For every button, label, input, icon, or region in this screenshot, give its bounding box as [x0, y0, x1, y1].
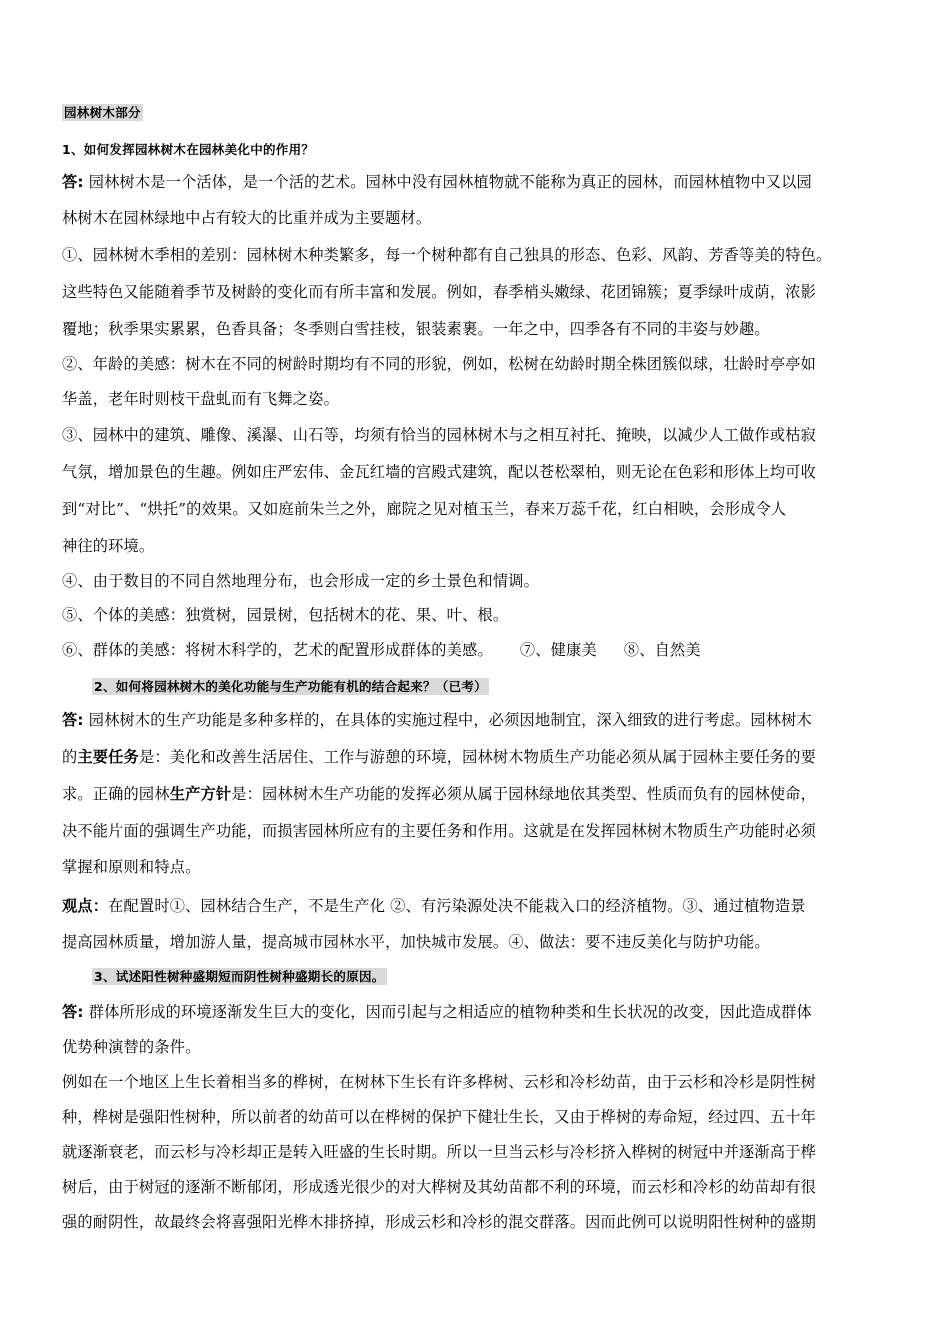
q1-line: 这些特色又能随着季节及树龄的变化而有所丰富和发展。例如，春季梢头嫩绿、花团锦簇；夏季绿叶成荫，浓影: [62, 283, 816, 301]
extra-point-8: ⑧、自然美: [623, 641, 701, 659]
q1-line: 神往的环境。: [62, 537, 155, 555]
answer-label: 答:: [62, 711, 84, 729]
view-label: 观点：: [62, 897, 109, 915]
q1-line: 华盖，老年时则枝干盘虬而有飞舞之姿。: [62, 390, 339, 408]
extra-point-7: ⑦、健康美: [519, 641, 597, 659]
emphasis-production-policy: 生产方针: [169, 785, 232, 803]
q2-view-line: 观点：在配置时①、园林结合生产，不是生产化 ②、有污染源处决不能栽入口的经济植物。③、通过植物造景: [62, 897, 806, 915]
emphasis-main-task: 主要任务: [77, 748, 139, 766]
q3-answer-line: 答: 群体所形成的环境逐渐发生巨大的变化，因而引起与之相适应的植物种类和生长状况的改变，因此造成群体: [62, 1003, 812, 1021]
q1-line: 覆地；秋季果实累累，色香具备；冬季则白雪挂枝，银装素裹。一年之中，四季各有不同的丰姿与妙趣。: [62, 320, 770, 338]
question-3-title: 3、试述阳性树种盛期短而阴性树种盛期长的原因。: [94, 969, 385, 984]
answer-label: 答:: [62, 1003, 84, 1021]
q3-line: 树后，由于树冠的逐渐不断郁闭，形成透光很少的对大桦树及其幼苗都不利的环境，而云杉和冷杉的幼苗却有很: [62, 1178, 816, 1196]
q1-line: 林树木在园林绿地中占有较大的比重并成为主要题材。: [62, 209, 432, 227]
q1-line: ①、园林树木季相的差别：园林树木种类繁多，每一个树种都有自己独具的形态、色彩、风韵、芳香等美的特色。: [62, 246, 832, 264]
q2-line: 决不能片面的强调生产功能，而损害园林所应有的主要任务和作用。这就是在发挥园林树木物质生产功能时必须: [62, 822, 816, 840]
q1-line: ③、园林中的建筑、雕像、溪瀑、山石等，均须有恰当的园林树木与之相互衬托、掩映，以减少人工做作或枯寂: [62, 426, 816, 444]
q1-answer-line: 答: 园林树木是一个活体，是一个活的艺术。园林中没有园林植物就不能称为真正的园林，而园林植物中又以园: [62, 173, 812, 191]
q2-line: 求。正确的园林生产方针是：园林树木生产功能的发挥必须从属于园林绿地依其类型、性质而负有的园林使命，: [62, 785, 817, 803]
section-title: 园林树木部分: [64, 105, 141, 120]
q1-line: 气氛，增加景色的生趣。例如庄严宏伟、金瓦红墙的宫殿式建筑，配以苍松翠柏，则无论在色彩和形体上均可收: [62, 463, 816, 481]
answer-label: 答:: [62, 173, 84, 191]
question-2-title: 2、如何将园林树木的美化功能与生产功能有机的结合起来？（已考）: [94, 679, 487, 694]
q1-line: ④、由于数目的不同自然地理分布，也会形成一定的乡土景色和情调。: [62, 572, 540, 590]
q2-line: 的主要任务是：美化和改善生活居住、工作与游憩的环境，园林树木物质生产功能必须从属于园林主要任务的要: [62, 748, 817, 766]
q1-line: ②、年龄的美感：树木在不同的树龄时期均有不同的形貌，例如，松树在幼龄时期全株团簇似球，壮龄时亭亭如: [62, 355, 816, 373]
q3-line: 例如在一个地区上生长着相当多的桦树，在树林下生长有许多桦树、云杉和冷杉幼苗，由于云杉和冷杉是阴性树: [62, 1073, 816, 1091]
q1-line: ⑥、群体的美感：将树木科学的，艺术的配置形成群体的美感。 ⑦、健康美 ⑧、自然美: [62, 641, 701, 659]
q2-line: 掌握和原则和特点。: [62, 858, 201, 876]
q1-line: 到“对比”、“烘托”的效果。又如庭前朱兰之外，廊院之见对植玉兰，春来万蕊千花，红白相映，会形成令人: [62, 500, 787, 518]
q3-line: 种，桦树是强阳性树种，所以前者的幼苗可以在桦树的保护下健壮生长，又由于桦树的寿命短，经过四、五十年: [62, 1108, 816, 1126]
question-1-title: 1、如何发挥园林树木在园林美化中的作用？: [62, 142, 315, 157]
q3-line: 就逐渐衰老，而云杉与冷杉却正是转入旺盛的生长时期。所以一旦当云杉与冷杉挤入桦树的树冠中并逐渐高于桦: [62, 1143, 816, 1161]
q2-line: 提高园林质量，增加游人量，提高城市园林水平，加快城市发展。④、做法：要不违反美化与防护功能。: [62, 933, 770, 951]
q1-line: ⑤、个体的美感：独赏树，园景树，包括树木的花、果、叶、根。: [62, 606, 509, 624]
q2-answer-line: 答: 园林树木的生产功能是多种多样的，在具体的实施过程中，必须因地制宜，深入细致的进行考虑。园林树木: [62, 711, 812, 729]
q3-line: 优势种演替的条件。: [62, 1038, 201, 1056]
q3-line: 强的耐阴性，故最终会将喜强阳光桦木排挤掉，形成云杉和冷杉的混交群落。因而此例可以说明阳性树种的盛期: [62, 1213, 816, 1231]
